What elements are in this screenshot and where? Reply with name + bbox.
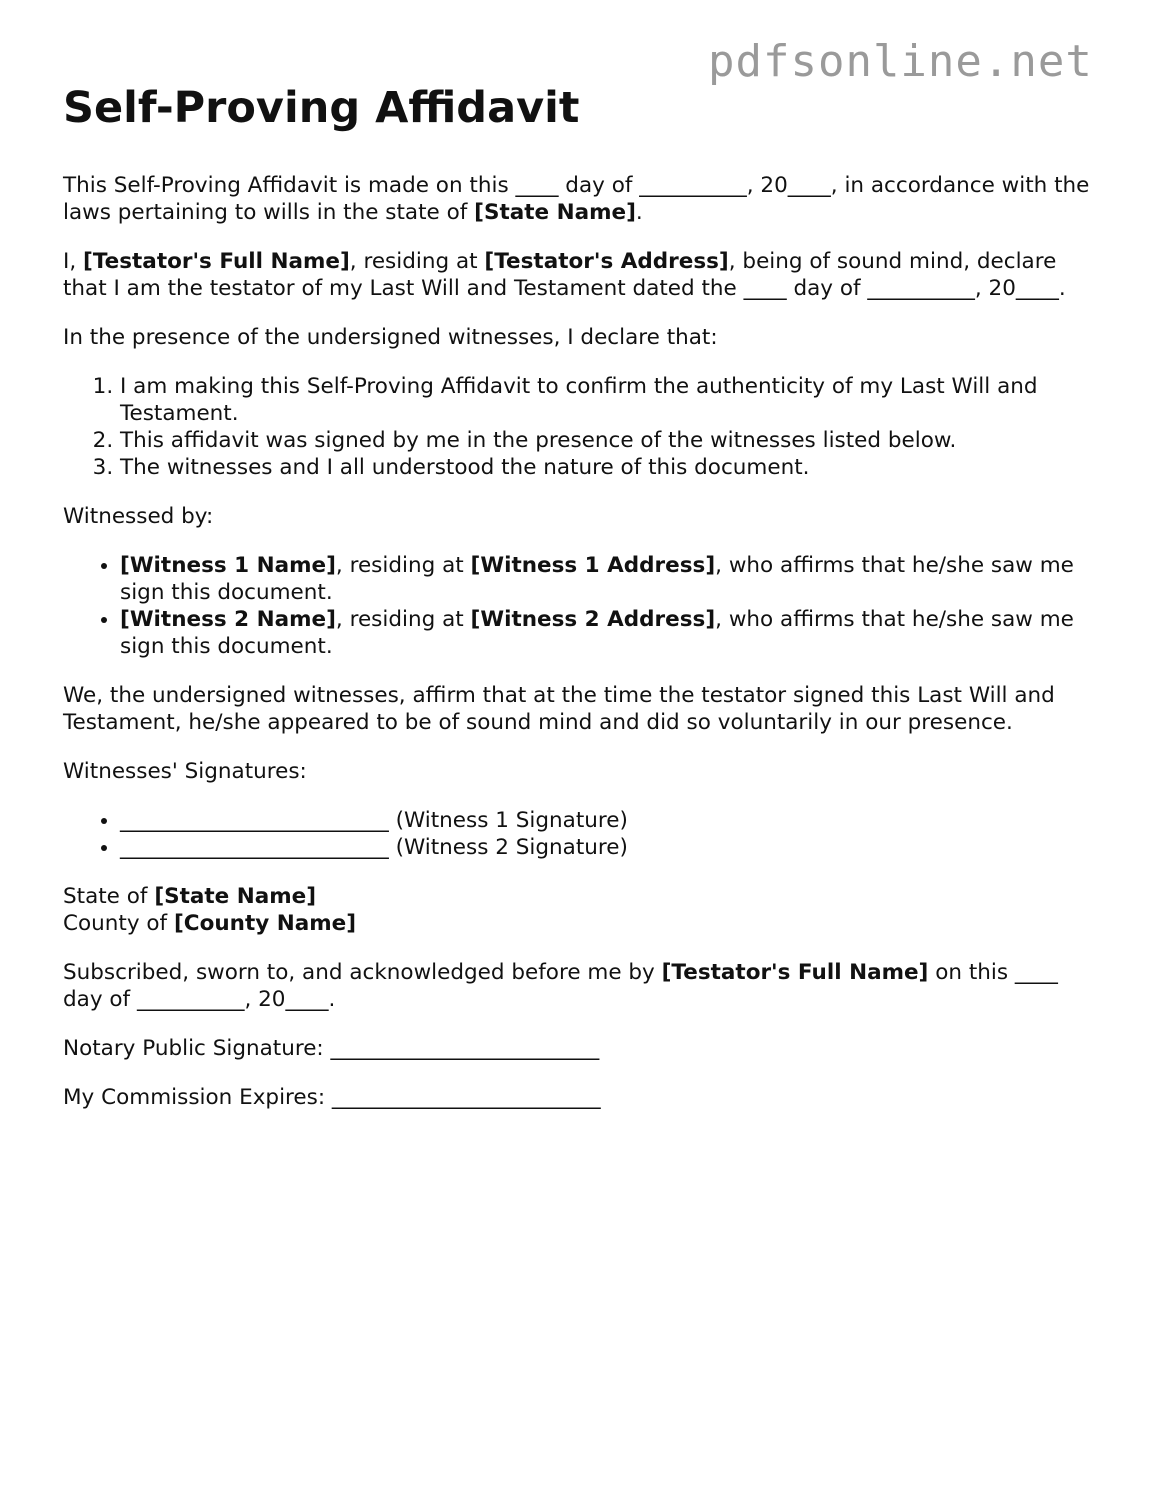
witness-list xyxy=(63,552,1093,660)
subscribed-paragraph xyxy=(63,959,1093,1013)
witness-item xyxy=(120,552,1093,606)
jurisdiction-block xyxy=(63,883,1093,937)
county-label: County of xyxy=(63,911,174,936)
intro-state-placeholder: [State Name] xyxy=(474,200,636,225)
testator-name-placeholder: [Testator's Full Name] xyxy=(83,249,350,274)
county-line xyxy=(63,910,1093,937)
intro-paragraph xyxy=(63,172,1093,226)
witness-name-placeholder: [Witness 1 Name] xyxy=(120,553,336,578)
declaration-paragraph xyxy=(63,248,1093,302)
subscribed-testator-placeholder: [Testator's Full Name] xyxy=(661,960,929,985)
page-title: Self-Proving Affidavit xyxy=(63,83,580,133)
signature-line: • _________________________ (Witness 1 Signature) xyxy=(120,807,1093,834)
declarations-list xyxy=(63,373,1093,481)
watermark: pdfsonline.net xyxy=(708,36,1093,87)
list-item: 2. This affidavit was signed by me in the presence of the witnesses listed below. xyxy=(120,427,1093,454)
list-item: 1. I am making this Self-Proving Affidavit to confirm the authenticity of my Last Will and Testament. xyxy=(120,373,1093,427)
list-item: 3. The witnesses and I all understood the nature of this document. xyxy=(120,454,1093,481)
intro-text-start: This Self-Proving Affidavit is made on this ____ day of __________, 20____, in accordance with the laws pertaining to wills in the state of xyxy=(63,173,1090,225)
witness-text-mid: , residing at xyxy=(335,607,471,632)
witness-text-mid: , residing at xyxy=(335,553,471,578)
declaration-text-end: , being of sound mind, declare that I am the testator of my Last Will and Testament dated the ____ day of __________, 20____. xyxy=(63,249,1066,301)
witness-item xyxy=(120,606,1093,660)
commission-expires-line: My Commission Expires: _________________________ xyxy=(63,1085,601,1110)
witness-address-placeholder: [Witness 2 Address] xyxy=(470,607,716,632)
signatures-heading: Witnesses' Signatures: xyxy=(63,759,307,784)
notary-signature-line: Notary Public Signature: _________________________ xyxy=(63,1036,600,1061)
declaration-text-mid: , residing at xyxy=(349,249,485,274)
witness-name-placeholder: [Witness 2 Name] xyxy=(120,607,336,632)
affirmation-paragraph: We, the undersigned witnesses, affirm that at the time the testator signed this Last Will and Testament, he/she appeared to be of sound mind and did so voluntarily in our presence. xyxy=(63,683,1055,735)
subscribed-text-start: Subscribed, sworn to, and acknowledged before me by xyxy=(63,960,662,985)
county-placeholder: [County Name] xyxy=(173,911,357,936)
testator-address-placeholder: [Testator's Address] xyxy=(484,249,729,274)
witness-text-end: , who affirms that he/she saw me sign this document. xyxy=(120,607,1074,659)
signature-list xyxy=(63,807,1093,861)
declaration-text-start: I, xyxy=(63,249,84,274)
state-placeholder: [State Name] xyxy=(154,884,317,909)
document-page xyxy=(63,78,1093,1133)
state-line xyxy=(63,883,1093,910)
subscribed-text-end: on this ____ day of __________, 20____. xyxy=(63,960,1058,1012)
witness-text-end: , who affirms that he/she saw me sign this document. xyxy=(120,553,1074,605)
witnessed-by-heading: Witnessed by: xyxy=(63,504,214,529)
signature-line: • _________________________ (Witness 2 Signature) xyxy=(120,834,1093,861)
witness-address-placeholder: [Witness 1 Address] xyxy=(470,553,716,578)
intro-text-end: . xyxy=(635,200,643,225)
state-label: State of xyxy=(63,884,155,909)
presence-intro: In the presence of the undersigned witnesses, I declare that: xyxy=(63,325,718,350)
